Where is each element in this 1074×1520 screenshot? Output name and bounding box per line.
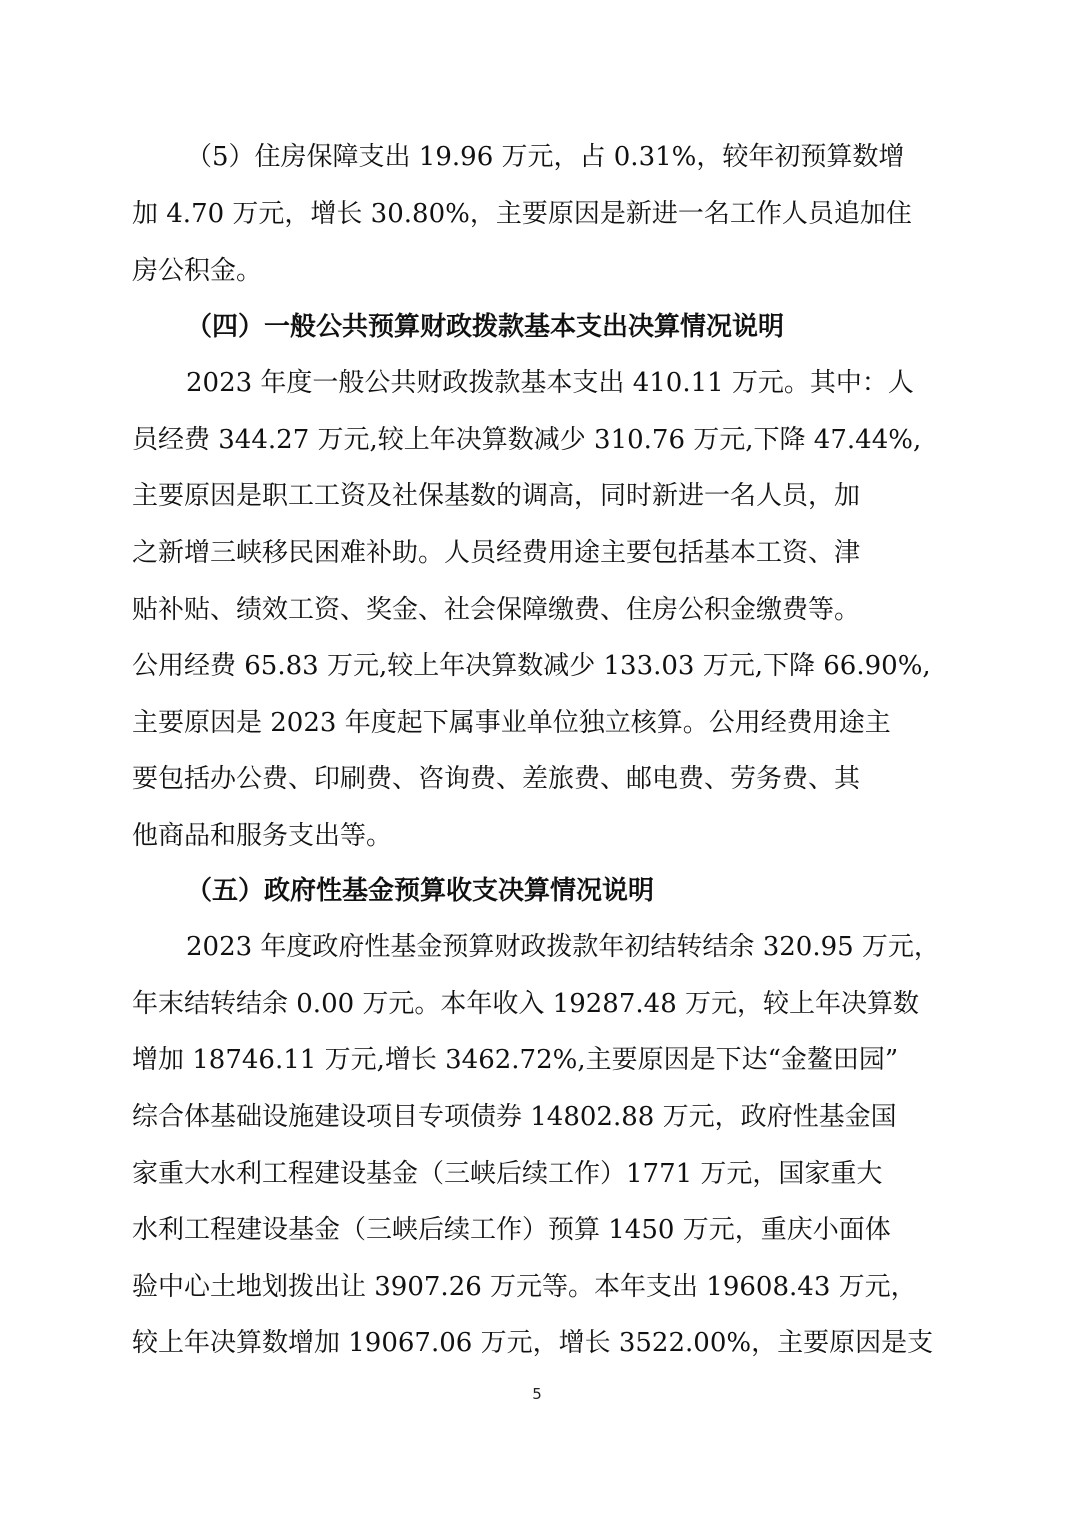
paragraph-line: 水利工程建设基金（三峡后续工作）预算 1450 万元，重庆小面体 [132, 1215, 891, 1245]
section-heading-five: （五）政府性基金预算收支决算情况说明 [186, 876, 655, 906]
paragraph-line: 加 4.70 万元，增长 30.80%，主要原因是新进一名工作人员追加住 [132, 199, 912, 229]
paragraph-line: 主要原因是职工工资及社保基数的调高，同时新进一名人员，加 [132, 481, 861, 511]
paragraph-line: 2023 年度一般公共财政拨款基本支出 410.11 万元。其中：人 [186, 368, 914, 398]
paragraph-line: 较上年决算数增加 19067.06 万元，增长 3522.00%，主要原因是支 [132, 1328, 934, 1358]
paragraph-line: （5）住房保障支出 19.96 万元，占 0.31%，较年初预算数增 [186, 142, 905, 172]
paragraph-line: 主要原因是 2023 年度起下属事业单位独立核算。公用经费用途主 [132, 708, 891, 738]
paragraph-line: 员经费 344.27 万元,较上年决算数减少 310.76 万元,下降 47.44%, [132, 425, 922, 455]
paragraph-line: 公用经费 65.83 万元,较上年决算数减少 133.03 万元,下降 66.90%, [132, 651, 931, 681]
paragraph-line: 年末结转结余 0.00 万元。本年收入 19287.48 万元，较上年决算数 [132, 989, 920, 1019]
paragraph-line: 综合体基础设施建设项目专项债券 14802.88 万元，政府性基金国 [132, 1102, 897, 1132]
page-number: 5 [532, 1385, 542, 1403]
paragraph-line: 家重大水利工程建设基金（三峡后续工作）1771 万元，国家重大 [132, 1159, 883, 1189]
paragraph-line: 验中心土地划拨出让 3907.26 万元等。本年支出 19608.43 万元， [132, 1272, 917, 1302]
paragraph-line: 他商品和服务支出等。 [132, 821, 393, 851]
paragraph-line: 2023 年度政府性基金预算财政拨款年初结转结余 320.95 万元， [186, 932, 940, 962]
paragraph-line: 贴补贴、绩效工资、奖金、社会保障缴费、住房公积金缴费等。 [132, 595, 861, 625]
section-heading-four: （四）一般公共预算财政拨款基本支出决算情况说明 [186, 312, 785, 342]
paragraph-line: 房公积金。 [132, 256, 263, 286]
paragraph-line: 要包括办公费、印刷费、咨询费、差旅费、邮电费、劳务费、其 [132, 764, 861, 794]
paragraph-line: 增加 18746.11 万元,增长 3462.72%,主要原因是下达“金鳌田园” [132, 1045, 899, 1075]
paragraph-line: 之新增三峡移民困难补助。人员经费用途主要包括基本工资、津 [132, 538, 861, 568]
